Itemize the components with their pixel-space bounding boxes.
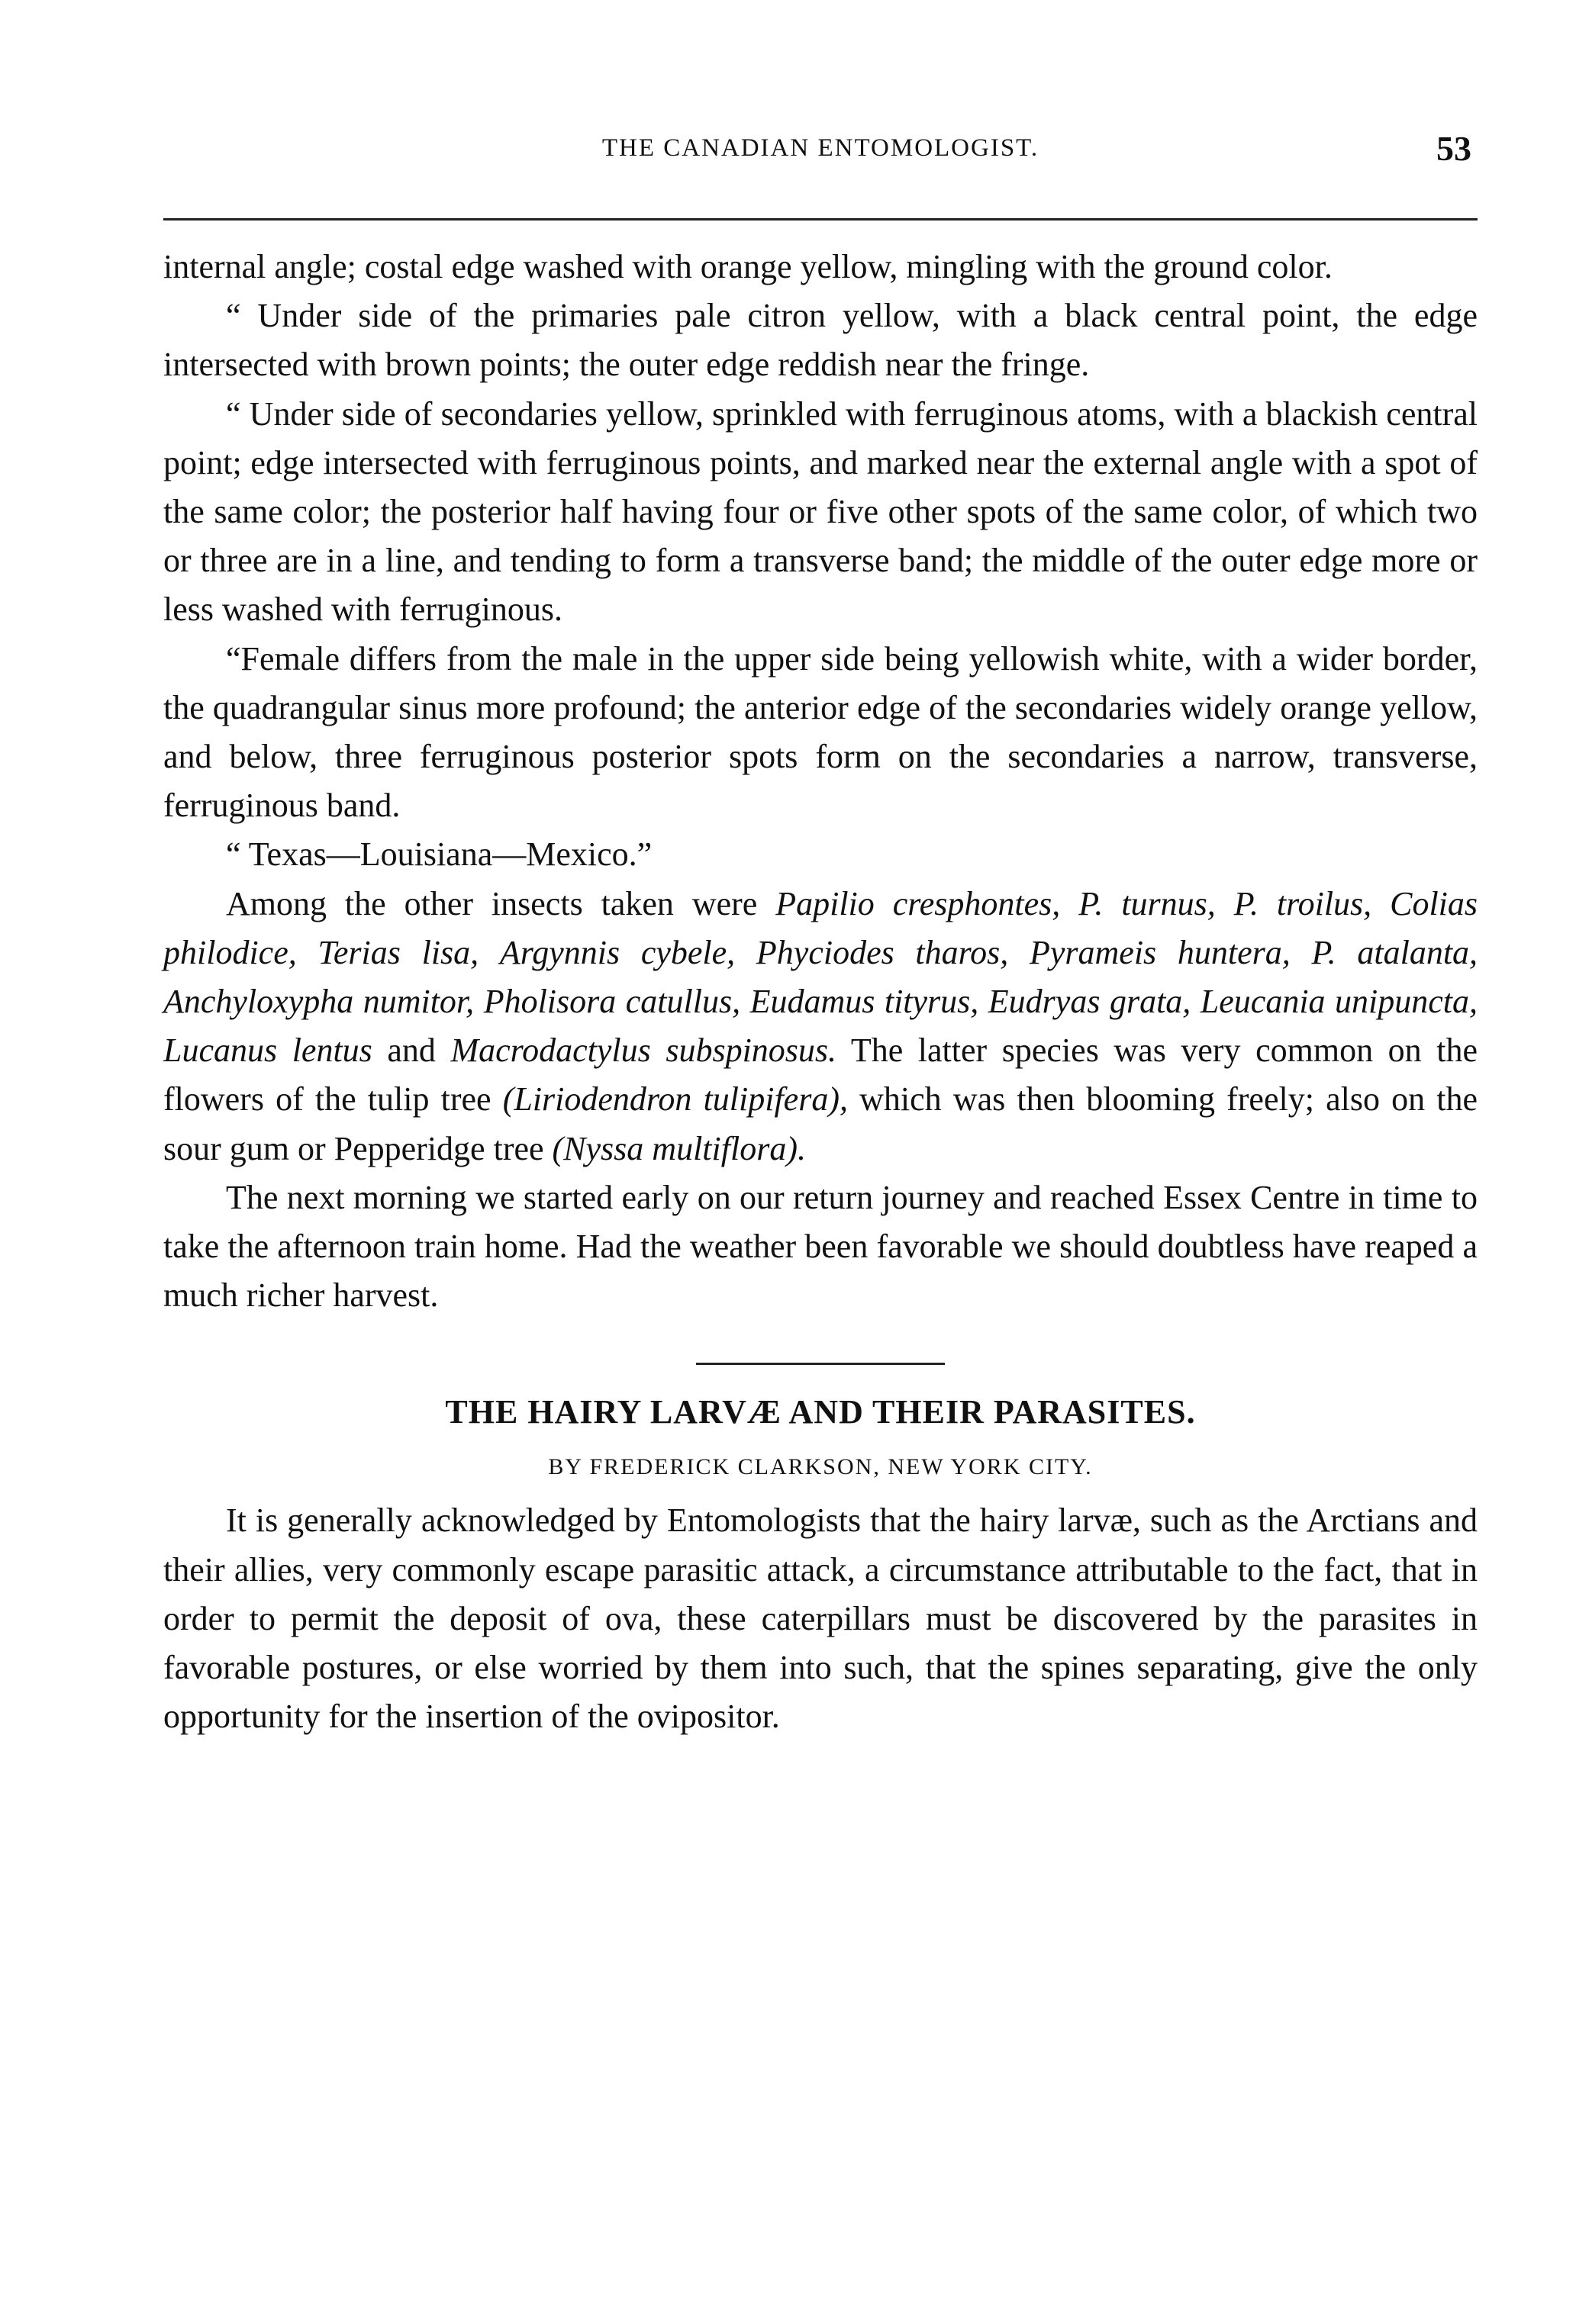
species-name: Colias philodice, xyxy=(163,884,1478,971)
article-byline: BY FREDERICK CLARKSON, NEW YORK CITY. xyxy=(548,1454,1093,1480)
text-run xyxy=(1060,885,1078,922)
species-name: Macrodactylus subspinosus. xyxy=(450,1032,837,1070)
species-name: Terias lisa, xyxy=(317,933,479,971)
text-run xyxy=(1008,934,1030,971)
species-name: Pyrameis huntera, xyxy=(1029,933,1291,971)
species-name: Argynnis cybele, xyxy=(499,933,736,971)
paragraph-return-journey: The next morning we started early on our return journey and reached Essex Centre in time to take the afternoon train home. Had the weather been favorable we should doubtless have reaped a much richer harvest. xyxy=(163,1178,1478,1315)
text-run xyxy=(1216,885,1234,922)
text-run xyxy=(297,934,318,971)
header-rule xyxy=(163,218,1478,220)
text-run xyxy=(978,983,988,1020)
text-run xyxy=(474,983,484,1020)
species-name: P. atalanta, xyxy=(1311,933,1478,971)
species-name: Eudryas grata, xyxy=(988,983,1191,1021)
article-first-paragraph: It is generally acknowledged by Entomologists that the hairy larvæ, such as the Arctians and their allies, very commonly escape parasitic attack, a circumstance attributable to the fact, that in order to permit the deposit of ova, these caterpillars must be discovered by the parasites in favorable postures, or else worried by them into such, that the spines separating, give the only opportunity for the insertion of the ovipositor. xyxy=(163,1502,1478,1736)
running-head xyxy=(163,128,1478,174)
text-run xyxy=(740,983,750,1020)
paragraph-female: “Female differs from the male in the upper side being yellowish white, with a wider border, the quadrangular sinus more profound; the anterior edge of the secondaries widely orange yellow, and below, three ferruginous posterior spots form on the secondaries a narrow, transverse, ferruginous band. xyxy=(163,639,1478,825)
text-run xyxy=(1291,934,1312,971)
journal-title: THE CANADIAN ENTOMOLOGIST. xyxy=(601,134,1039,162)
text-run xyxy=(735,934,756,971)
body-text xyxy=(163,243,1478,1741)
text-run: Among the other insects taken were xyxy=(226,884,776,922)
species-name: Eudamus tityrus, xyxy=(749,983,979,1021)
paragraph-insects-taken xyxy=(163,880,1478,1173)
species-name: P. troilus, xyxy=(1233,884,1372,922)
text-run: and xyxy=(372,1032,451,1070)
species-name: Papilio cresphontes, xyxy=(775,884,1061,922)
paragraph-locality: “ Texas—Louisiana—Mexico.” xyxy=(226,835,653,874)
species-name: Leucania unipuncta, xyxy=(1200,983,1478,1021)
paragraph-primaries-underside: “ Under side of the primaries pale citron yellow, with a black central point, the edge intersected with brown points; the outer edge reddish near the fringe. xyxy=(163,297,1478,384)
species-name: Phyciodes tharos, xyxy=(756,933,1009,971)
journal-page xyxy=(163,0,1478,2324)
species-name: (Nyssa multiflora). xyxy=(552,1129,806,1167)
text-run: which was then blooming freely; also on the sour gum or Pepperidge tree xyxy=(163,1080,1478,1167)
article-title: THE HAIRY LARVÆ AND THEIR PARASITES. xyxy=(445,1393,1196,1431)
text-run: The latter species was very common on the flowers of the tulip tree xyxy=(163,1032,1478,1119)
species-name: (Liriodendron tulipifera), xyxy=(502,1080,848,1119)
text-run xyxy=(479,934,500,971)
text-run xyxy=(1191,983,1201,1020)
paragraph-secondaries-underside: “ Under side of secondaries yellow, sprinkled with ferruginous atoms, with a blackish central point; edge intersected with ferruginous points, and marked near the external angle with a spot of the same color; the posterior half having four or five other spots of the same color, of which two or three are in a line, and tending to form a transverse band; the middle of the outer edge more or less washed with ferruginous. xyxy=(163,394,1478,629)
paragraph-continuation: internal angle; costal edge washed with orange yellow, mingling with the ground color. xyxy=(163,248,1333,285)
section-divider xyxy=(696,1363,945,1365)
species-name: Anchyloxypha numitor, xyxy=(163,983,475,1021)
page-number: 53 xyxy=(1436,129,1471,168)
species-name: P. turnus, xyxy=(1078,884,1216,922)
text-run xyxy=(1371,885,1390,922)
species-name: Pholisora catullus, xyxy=(483,983,741,1021)
species-name: Lucanus lentus xyxy=(163,1032,372,1070)
